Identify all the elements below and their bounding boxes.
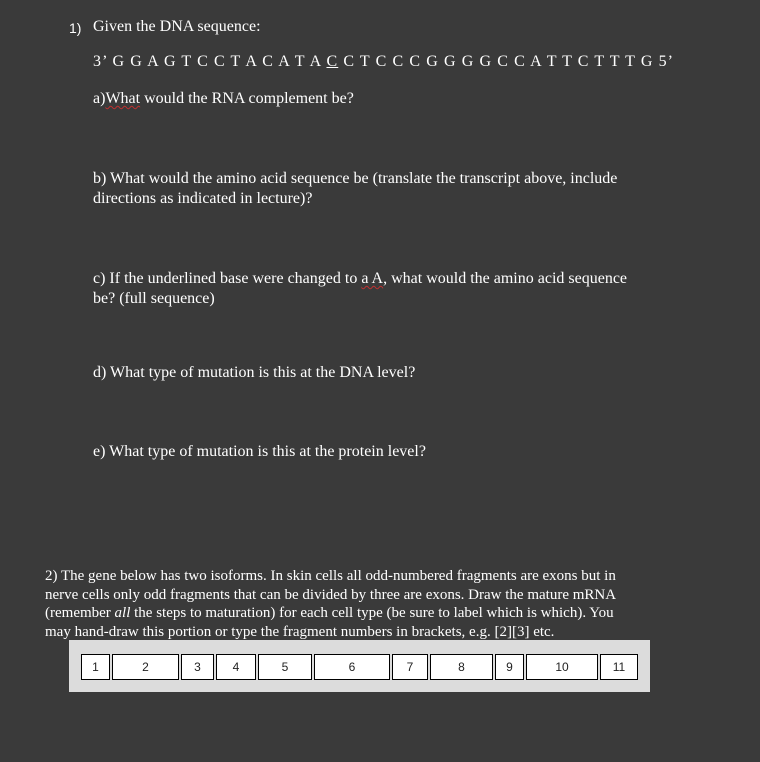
question-2-paragraph	[45, 567, 616, 641]
gene-fragment-1: 1	[81, 654, 110, 680]
question-1a	[93, 90, 354, 108]
question-1b-line1: b) What would the amino acid sequence be (translate the transcript above, include	[93, 170, 618, 187]
question-2-line3	[45, 604, 616, 623]
gene-fragment-9: 9	[495, 654, 524, 680]
spellcheck-flag-a-a: a A	[361, 270, 384, 287]
question-1a-label: a)	[93, 90, 106, 107]
question-1c-text-before: c) If the underlined base were changed to	[93, 270, 362, 287]
question-2-line3-after: the steps to maturation) for each cell type (be sure to label which is which). You	[130, 605, 614, 621]
question-1c-text-after: , what would the amino acid sequence	[383, 270, 628, 287]
gene-fragment-10: 10	[526, 654, 598, 680]
question-1b-line2: directions as indicated in lecture)?	[93, 190, 313, 207]
question-1b	[93, 169, 617, 209]
gene-fragment-11: 11	[600, 654, 638, 680]
underlined-base: C	[326, 53, 339, 70]
dna-sequence-prefix: 3’ G G A G T C C T A C A T A	[93, 53, 327, 70]
dna-sequence	[93, 53, 674, 71]
question-2-line3-italic: all	[114, 605, 131, 621]
gene-fragment-4: 4	[216, 654, 256, 680]
question-1e: e) What type of mutation is this at the protein level?	[93, 443, 426, 460]
gene-fragment-6: 6	[314, 654, 390, 680]
gene-fragment-8: 8	[430, 654, 493, 680]
gene-fragment-3: 3	[181, 654, 214, 680]
spellcheck-flag-what: What	[105, 90, 141, 107]
question-1d: d) What type of mutation is this at the DNA level?	[93, 364, 416, 381]
question-1a-text: would the RNA complement be?	[140, 90, 354, 107]
question-2-line2: nerve cells only odd fragments that can be divided by three are exons. Draw the mature mRNA	[45, 586, 617, 603]
gene-fragment-7: 7	[392, 654, 428, 680]
question-2-line4: may hand-draw this portion or type the fragment numbers in brackets, e.g. [2][3] etc.	[45, 623, 555, 640]
gene-fragment-2: 2	[112, 654, 179, 680]
question-1c-line2: be? (full sequence)	[93, 290, 215, 307]
question-2-line1: 2) The gene below has two isoforms. In skin cells all odd-numbered fragments are exons but in	[45, 568, 616, 584]
dna-sequence-suffix: C T C C C G G G G C C A T T C T T T G 5’	[338, 53, 675, 70]
question-1c	[93, 269, 627, 309]
question-2-line3-before: (remember	[45, 605, 115, 621]
question-1-number: 1)	[69, 20, 82, 36]
question-1-prompt: Given the DNA sequence:	[93, 18, 261, 35]
gene-fragment-5: 5	[258, 654, 312, 680]
